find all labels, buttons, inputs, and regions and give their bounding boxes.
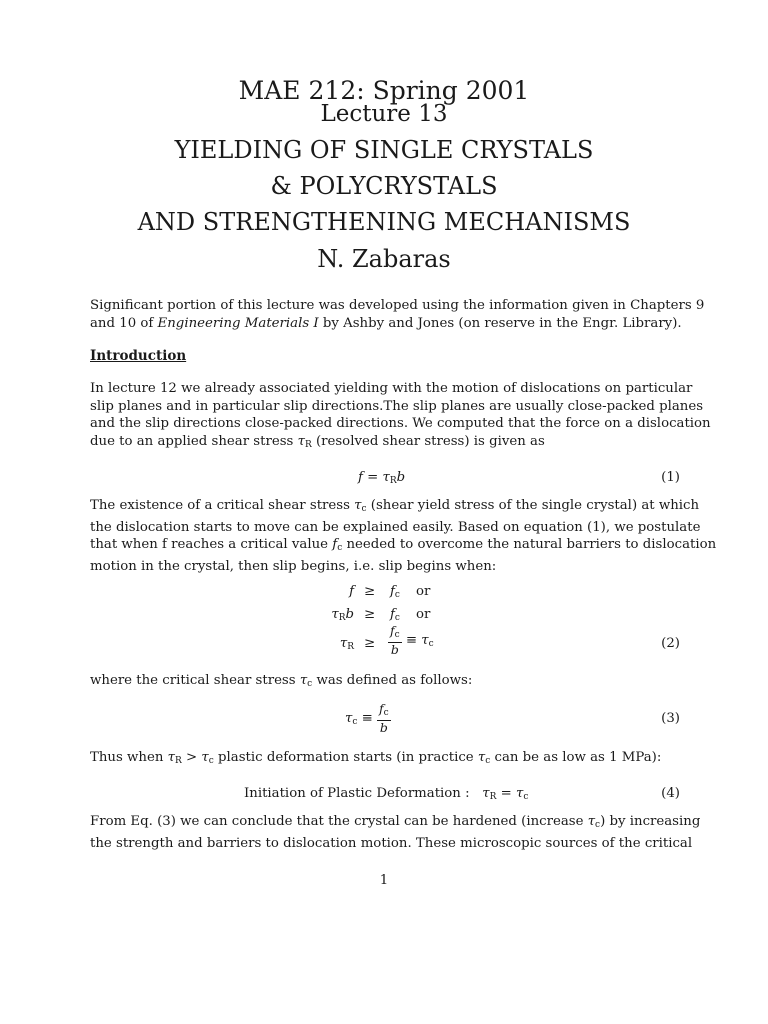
equation-4 [90, 786, 680, 806]
lecture-number: Lecture 13 [320, 101, 448, 127]
paragraph-line: the dislocation starts to move can be explained easily. Based on equation (1), we postulate [90, 519, 701, 535]
paragraph [90, 813, 701, 852]
paragraph-line: and the slip directions close-packed directions. We computed that the force on a dislocation [90, 416, 711, 431]
equation-3 [90, 702, 680, 738]
or-label: or [416, 584, 431, 599]
paragraph-line: where the critical shear stress $\tau_c$ was defined as follows: [90, 673, 473, 689]
paragraph-line: In lecture 12 we already associated yielding with the motion of dislocations on particular [90, 381, 693, 396]
course-title: MAE 212: Spring 2001 [238, 76, 530, 105]
equation-body: $f = \tau_Rb$ [358, 470, 406, 486]
document-page: MAE 212: Spring 2001 Lecture 13 YIELDING OF SINGLE CRYSTALS & POLYCRYSTALS AND STRENGTHENING MECHANISMS N. Zabaras Significant portion of this lecture was developed using the information given in Chapters 9 and 10 of Engineering Materials I by Ashby and Jones (on reserve in the Engr. Library). Introduction In lecture 12 we already associated yielding with the motion of dislocations on particular slip planes and in particular slip directions.The slip planes are usually close-packed planes and the slip directions close-packed directions. We computed that the force on a dislocation due to an applied shear stress $\tau_R$ (resolved shear stress) is given as $f = \tau_Rb$ (1) The existence of a critical shear stress $\tau_c$ (shear yield stress of the single crystal) at which the dislocation starts to move can be explained easily. Based on equation (1), we postulate that when f reaches a critical value $f_c$ needed to overcome the natural barriers to dislocation motion in the crystal, then slip begins, i.e. slip begins when: f ≥ $f_c$ or $\tau_Rb$ ≥ $f_c$ or $\tau_R$ ≥ $\frac{f_c}{b}$ ≡ $\tau_c$ (2) where the critical shear stress $\tau_c$ was defined as follows: $\tau_c$ ≡ $\frac{f_c}{b}$ (3) Thus when $\tau_R > \tau_c$ plastic deformation starts (in practice $\tau_c$ can be as low as 1 MPa): Initiation of Plastic Deformation : $\tau_R = \tau_c$ (4) From Eq. (3) we can conclude that the crystal can be hardened (increase $\tau_c$) by increasing the strength and barriers to dislocation motion. These microscopic sources of the critical 1 [0, 0, 768, 1024]
section-heading: Introduction [90, 348, 187, 364]
equation-number: (3) [661, 711, 680, 726]
intro-note-line: and 10 of Engineering Materials I by Ashby and Jones (on reserve in the Engr. Library). [90, 315, 682, 331]
equation-body: Initiation of Plastic Deformation : $\tau_R = \tau_c$ [244, 786, 529, 802]
equation-body: $\tau_c$ ≡ $\frac{f_c}{b}$ [345, 701, 389, 735]
paragraph [90, 672, 680, 694]
lecture-title-line-2: & POLYCRYSTALS [270, 172, 498, 200]
author-name: N. Zabaras [317, 245, 451, 273]
paragraph-line: motion in the crystal, then slip begins, i.e. slip begins when: [90, 558, 497, 574]
lecture-title-line-3: AND STRENGTHENING MECHANISMS [137, 208, 631, 236]
page-number: 1 [379, 873, 389, 888]
paragraph [90, 497, 717, 575]
lecture-title-line-1: YIELDING OF SINGLE CRYSTALS [174, 136, 594, 164]
paragraph-line: slip planes and in particular slip directions.The slip planes are usually close-packed planes [90, 398, 704, 414]
paragraph [90, 380, 711, 454]
equation-label: Initiation of Plastic Deformation : [244, 786, 470, 801]
paragraph-line: that when f reaches a critical value $f_c$ needed to overcome the natural barriers to dislocation [90, 537, 717, 553]
paragraph-line: From Eq. (3) we can conclude that the crystal can be hardened (increase $\tau_c$) by increasing [90, 814, 701, 830]
intro-note [90, 297, 705, 332]
book-title: Engineering Materials I [157, 315, 319, 331]
equation-number: (1) [661, 470, 680, 485]
paragraph-line: the strength and barriers to dislocation motion. These microscopic sources of the critical [90, 835, 693, 851]
paragraph-line: due to an applied shear stress $\tau_R$ (resolved shear stress) is given as [90, 433, 545, 450]
or-label: or [416, 607, 431, 622]
equation-number: (2) [661, 636, 680, 651]
paragraph-line: The existence of a critical shear stress $\tau_c$ (shear yield stress of the single crystal) at which [90, 498, 700, 514]
intro-note-line: Significant portion of this lecture was developed using the information given in Chapters 9 [90, 298, 705, 313]
equation-1 [90, 470, 680, 490]
paragraph-line: Thus when $\tau_R > \tau_c$ plastic deformation starts (in practice $\tau_c$ can be as low as 1 MPa): [90, 750, 662, 766]
paragraph [90, 749, 680, 771]
equation-number: (4) [661, 786, 680, 801]
